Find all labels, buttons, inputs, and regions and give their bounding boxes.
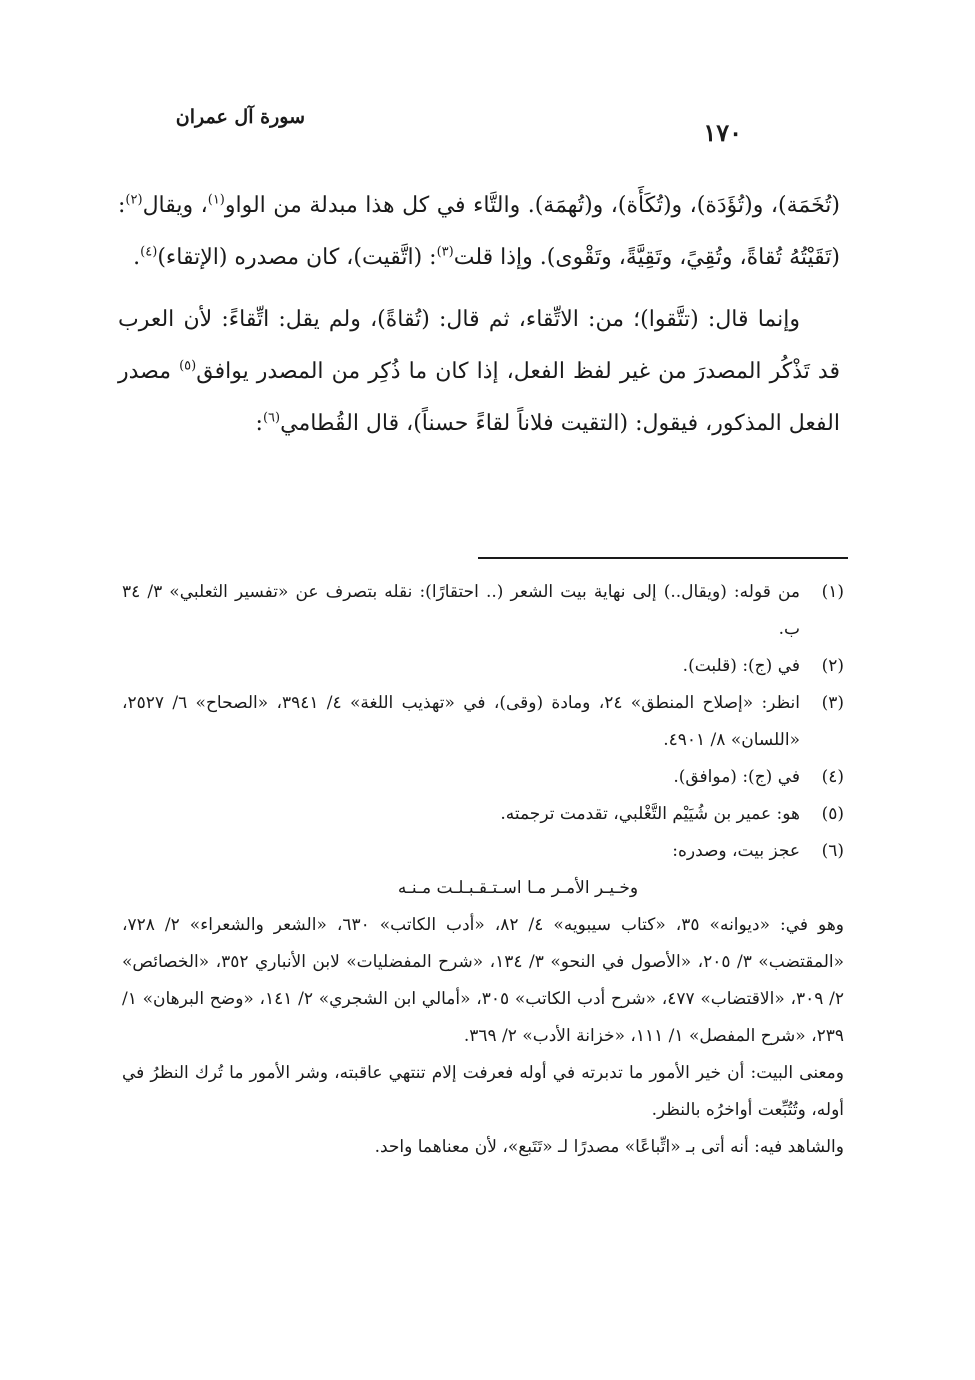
p1-segment: (تُخَمَة)، و(تُؤَدَة)، و(تُكَأَة)، و(تُهمَة). والتَّاء في كل هذا مبدلة من الواو <box>224 193 840 218</box>
footnote-ref-4: (٤) <box>140 244 158 260</box>
p2-segment: : <box>255 411 263 436</box>
footnote-ref-2: (٢) <box>125 192 143 208</box>
p1-segment: : (اتَّقيت)، كان مصدره (الإتقاء) <box>157 245 437 270</box>
footnote-number: (٦) <box>821 841 844 861</box>
footnote-4 <box>122 759 844 796</box>
footnote-text: من قوله: (ويقال..) إلى نهاية بيت الشعر (.. احتقارًا): نقله بتصرف عن «تفسير الثعلبي» ٣/ ٣٤ ب. <box>122 582 800 639</box>
footnote-2 <box>122 648 844 685</box>
footnote-separator <box>478 557 848 559</box>
p2-segment: مصدر الفعل المذكور، فيقول: (التقيت فلاناً لقاءً حسناً)، قال القُطامي <box>118 359 840 436</box>
footnote-ref-5: (٥) <box>179 358 197 374</box>
running-header-title: سورة آل عمران <box>175 106 305 128</box>
footnote-number: (٣) <box>821 693 844 713</box>
footnote-number: (١) <box>821 582 844 602</box>
p1-segment: : (تَقَيْتُهُ تُقاةً، وتُقِيً، وتَقِيَّةً، وتَقْوى). وإذا قلت <box>118 193 840 270</box>
page-number: ١٧٠ <box>703 118 742 147</box>
footnote-ref-1: (١) <box>207 192 225 208</box>
footnote-number: (٤) <box>821 767 844 787</box>
footnote-sources: وهو في: «ديوانه» ٣٥، «كتاب سيبويه» ٤/ ٨٢، «أدب الكاتب» ٦٣٠، «الشعر والشعراء» ٢/ ٧٢٨، «المقتضب» ٣/ ٢٠٥، «الأصول في النحو» ٣/ ١٣٤، «شرح المفضليات» لابن الأنباري ٣٥٢، «الخصائص» ٢/ ٣٠٩، «الاقتضاب» ٤٧٧، «شرح أدب الكاتب» ٣٠٥، «أمالي ابن الشجري» ٢/ ١٤١، «وضح البرهان» ١/ ٢٣٩، «شرح المفصل» ١/ ١١١، «خزانة الأدب» ٢/ ٣٦٩. <box>122 915 845 1046</box>
footnote-1 <box>122 574 844 648</box>
footnote-3 <box>122 685 844 759</box>
footnotes <box>122 574 844 1166</box>
footnote-6 <box>122 833 844 870</box>
footnote-ref-3: (٣) <box>436 244 454 260</box>
footnote-text: في (ج): (موافق). <box>673 767 800 787</box>
footnote-text: هو: عمير بن شُيَيْم التَّغْلبي، تقدمت ترجمته. <box>500 804 800 824</box>
footnote-number: (٢) <box>821 656 844 676</box>
footnote-text: عجز بيت، وصدره: <box>672 841 800 861</box>
footnote-text: في (ج): (قلبت). <box>682 656 800 676</box>
p2-segment: وإنما قال: (تتَّقوا)؛ من: الاتِّقاء، ثم قال: (تُقاةً)، ولم يقل: اتِّقاءً: لأن العرب قد تَذْكُر المصدرَ من غير لفظ الفعل، إذا كان ما ذُكِر من المصدر يوافق <box>118 307 840 384</box>
footnote-5 <box>122 796 844 833</box>
footnote-witness: والشاهد فيه: أنه أتى بـ «اتِّباعًا» مصدرًا لـ «تَتَبع»، لأن معناهما واحد. <box>374 1137 844 1157</box>
paragraph-2 <box>118 294 840 450</box>
p1-segment: . <box>133 245 141 270</box>
footnote-text: انظر: «إصلاح المنطق» ٢٤، ومادة (وقى)، في «تهذيب اللغة» ٤/ ٣٩٤١، «الصحاح» ٦/ ٢٥٢٧، «اللسان» ٨/ ٤٩٠١. <box>122 693 801 750</box>
poem-verse: وخـيـر الأمـر مـا اسـتـقـبـلـت مـنـه <box>397 878 639 898</box>
p1-segment: ، ويقال <box>142 193 208 218</box>
footnote-number: (٥) <box>821 804 844 824</box>
footnote-ref-6: (٦) <box>262 410 281 426</box>
main-text <box>118 180 840 450</box>
paragraph-1 <box>118 180 840 284</box>
footnote-meaning: ومعنى البيت: أن خير الأمور ما تدبرته في أوله فعرفت إلام تنتهي عاقبته، وشر الأمور ما تُرك النظرُ في أوله، وتُتُبِّعت أواخرُه بالنظر. <box>122 1063 844 1120</box>
